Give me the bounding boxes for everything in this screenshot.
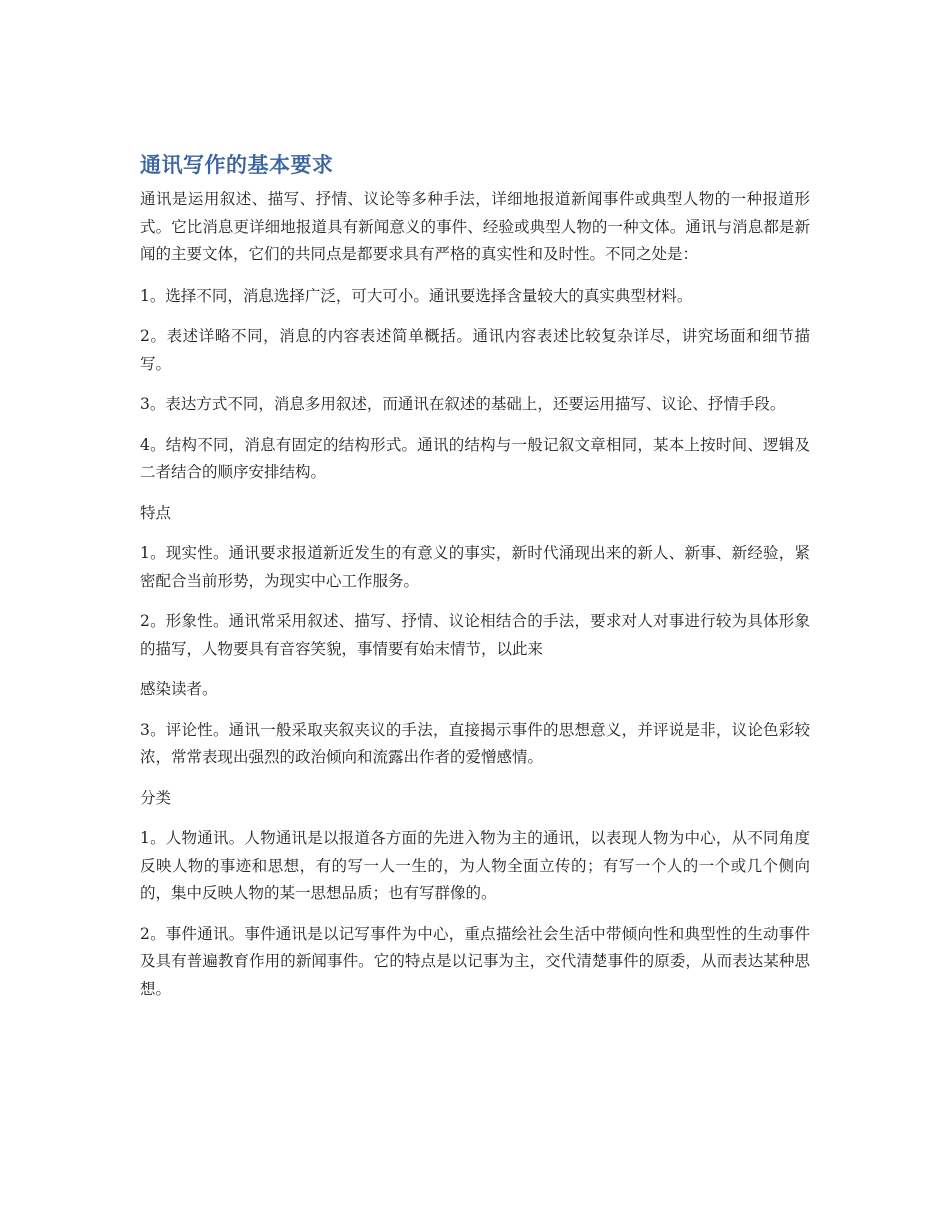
feature-item-2: 2。形象性。通讯常采用叙述、描写、抒情、议论相结合的手法，要求对人对事进行较为具体形象的描写，人物要具有音容笑貌，事情要有始末情节，以此来 bbox=[140, 612, 810, 658]
categories-heading: 分类 bbox=[140, 788, 172, 807]
category-item-2: 2。事件通讯。事件通讯是以记写事件为中心，重点描绘社会生活中带倾向性和典型性的生动事件及具有普遍教育作用的新闻事件。它的特点是以记事为主，交代清楚事件的原委，从而表达某种思想。 bbox=[140, 924, 810, 998]
difference-item-3: 3。表达方式不同，消息多用叙述，而通讯在叙述的基础上，还要运用描写、议论、抒情手段。 bbox=[140, 395, 786, 413]
feature-item-3: 3。评论性。通讯一般采取夹叙夹议的手法，直接揭示事件的思想意义，并评说是非，议论色彩较浓，常常表现出强烈的政治倾向和流露出作者的爱憎感情。 bbox=[140, 720, 810, 766]
page-title: 通讯写作的基本要求 bbox=[140, 153, 334, 177]
difference-item-4: 4。结构不同，消息有固定的结构形式。通讯的结构与一般记叙文章相同，某本上按时间、逻辑及二者结合的顺序安排结构。 bbox=[140, 435, 810, 481]
feature-item-2-continued: 感染读者。 bbox=[140, 680, 218, 698]
document-page bbox=[140, 150, 810, 1016]
features-heading: 特点 bbox=[140, 503, 172, 522]
difference-item-2: 2。表述详略不同，消息的内容表述简单概括。通讯内容表述比较复杂详尽，讲究场面和细节描写。 bbox=[140, 327, 810, 373]
category-item-1: 1。人物通讯。人物通讯是以报道各方面的先进入物为主的通讯，以表现人物为中心，从不同角度反映人物的事迹和思想，有的写一人一生的，为人物全面立传的；有写一个人的一个或几个侧向的，集中反映人物的某一思想品质；也有写群像的。 bbox=[140, 829, 810, 902]
difference-item-1: 1。选择不同，消息选择广泛，可大可小。通讯要选择含量较大的真实典型材料。 bbox=[140, 286, 693, 305]
feature-item-1: 1。现实性。通讯要求报道新近发生的有意义的事实，新时代涌现出来的新人、新事、新经验，紧密配合当前形势，为现实中心工作服务。 bbox=[140, 544, 810, 590]
intro-paragraph: 通讯是运用叙述、描写、抒情、议论等多种手法，详细地报道新闻事件或典型人物的一种报道形式。它比消息更详细地报道具有新闻意义的事件、经验或典型人物的一种文体。通讯与消息都是新闻的主要文体，它们的共同点是都要求具有严格的真实性和及时性。不同之处是： bbox=[140, 190, 810, 263]
